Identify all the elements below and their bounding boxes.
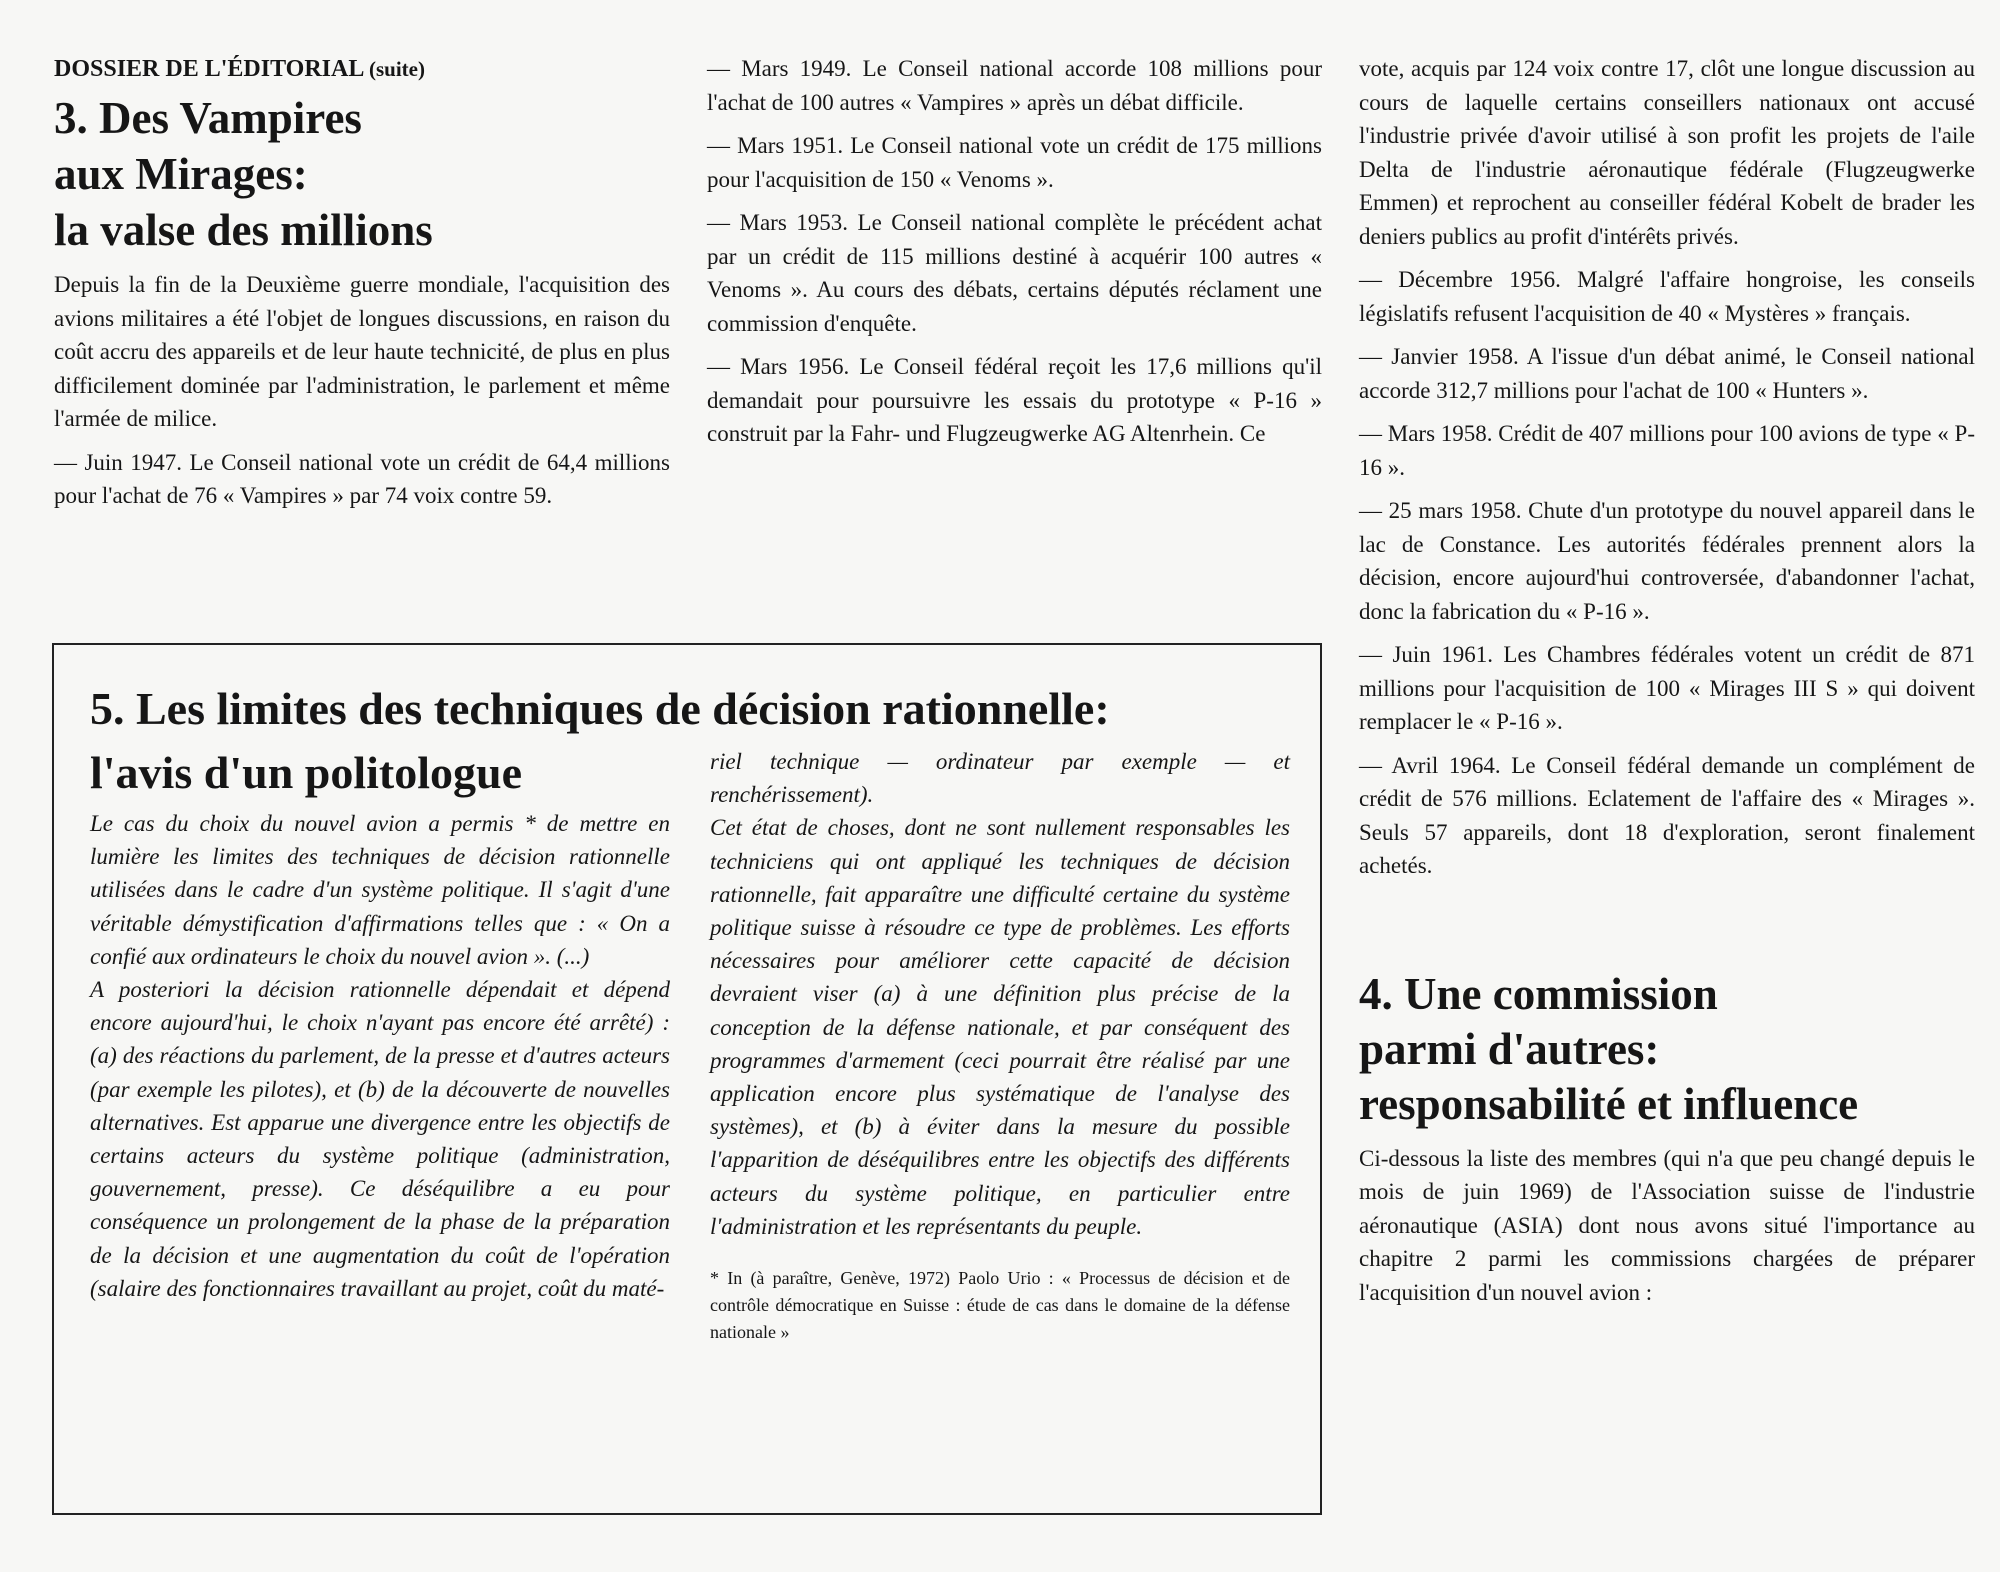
paragraph: — Mars 1956. Le Conseil fédéral reçoit les 17,6 millions qu'il demandait pour poursuivre les essais du prototype « P-16 » construit par la Fahr- und Flugzeugwerke AG Altenrhein. Ce <box>707 354 1322 446</box>
kicker-suite: (suite) <box>369 57 425 81</box>
box-column-left <box>90 807 670 1305</box>
paragraph: — 25 mars 1958. Chute d'un prototype du nouvel appareil dans le lac de Constance. Les autorités fédérales prennent alors la décision, encore aujourd'hui controversée, d'abandonner l'achat, donc la fabrication du « P-16 ». <box>1359 498 1975 624</box>
paragraph: — Décembre 1956. Malgré l'affaire hongroise, les conseils législatifs refusent l'acquisition de 40 « Mystères » français. <box>1359 267 1975 326</box>
paragraph: — Janvier 1958. A l'issue d'un débat animé, le Conseil national accorde 312,7 millions pour l'achat de 100 « Hunters ». <box>1359 344 1975 403</box>
heading-4-line-2: parmi d'autres: <box>1359 1023 1660 1074</box>
footnote: * In (à paraître, Genève, 1972) Paolo Urio : « Processus de décision et de contrôle démocratique en Suisse : étude de cas dans le domaine de la défense nationale » <box>710 1268 1290 1343</box>
box-column-right <box>710 745 1290 1346</box>
heading-4-line-3: responsabilité et influence <box>1359 1078 1859 1129</box>
paragraph: riel technique — ordinateur par exemple — et renchérissement). <box>710 749 1290 808</box>
paragraph: — Mars 1958. Crédit de 407 millions pour 100 avions de type « P-16 ». <box>1359 421 1975 480</box>
heading-3-line-2: aux Mirages: <box>54 149 308 199</box>
paragraph: Ci-dessous la liste des membres (qui n'a que peu changé depuis le mois de juin 1969) de l'Association suisse de l'industrie aéronautique (ASIA) dont nous avons situé l'importance au chapitre 2 parmi les commissions chargées de préparer l'acquisition d'un nouvel avion : <box>1359 1145 1975 1305</box>
paragraph: — Mars 1951. Le Conseil national vote un crédit de 175 millions pour l'acquisition de 150 « Venoms ». <box>707 133 1322 192</box>
section-kicker <box>54 52 670 86</box>
column-3 <box>1359 52 1975 1319</box>
heading-section-3 <box>54 90 670 258</box>
kicker-text: DOSSIER DE L'ÉDITORIAL <box>54 56 363 82</box>
paragraph: — Avril 1964. Le Conseil fédéral demande un complément de crédit de 576 millions. Eclatement de l'affaire des « Mirages ». Seuls 57 appareils, dont 18 d'exploration, seront finalement achetés. <box>1359 752 1975 878</box>
paragraph: — Juin 1961. Les Chambres fédérales votent un crédit de 871 millions pour l'acquisition de 100 « Mirages III S » qui doivent remplacer le « P-16 ». <box>1359 642 1975 734</box>
heading-section-5: 5. Les limites des techniques de décision rationnelle: <box>90 683 1110 734</box>
paragraph: A posteriori la décision rationnelle dépendait et dépend encore aujourd'hui, le choix n'ayant pas encore été arrêté) : (a) des réactions du parlement, de la presse et d'autres acteurs (par exemple les pilotes), et (b) de la découverte de nouvelles alternatives. Est apparue une divergence entre les objectifs de certains acteurs du système politique (administration, gouvernement, presse). Ce déséquilibre a eu pour conséquence un prolongement de la phase de la préparation de la décision et une augmentation du coût de l'opération (salaire des fonctionnaires travaillant au projet, coût du maté- <box>90 977 670 1301</box>
paragraph: Le cas du choix du nouvel avion a permis * de mettre en lumière les limites des techniques de décision rationnelle utilisées dans le cadre d'un système politique. Il s'agit d'une véritable démystification d'affirmations telles que : « On a confié aux ordinateurs le choix du nouvel avion ». (...) <box>90 811 670 969</box>
column-1 <box>54 52 670 523</box>
paragraph: — Mars 1949. Le Conseil national accorde 108 millions pour l'achat de 100 autres « Vampires » après un débat difficile. <box>707 56 1322 115</box>
paragraph: Depuis la fin de la Deuxième guerre mondiale, l'acquisition des avions militaires a été l'objet de longues discussions, en raison du coût accru des appareils et de leur haute technicité, de plus en plus difficilement dominée par l'administration, le parlement et même l'armée de milice. <box>54 272 670 431</box>
boxed-section-5 <box>52 643 1322 1515</box>
heading-4-line-1: 4. Une commission <box>1359 968 1718 1019</box>
column-2 <box>707 52 1322 461</box>
heading-section-4 <box>1359 967 1975 1132</box>
paragraph: — Juin 1947. Le Conseil national vote un crédit de 64,4 millions pour l'achat de 76 « Vampires » par 74 voix contre 59. <box>54 449 670 508</box>
paragraph: Cet état de choses, dont ne sont nullement responsables les techniciens qui ont appliqué les techniques de décision rationnelle, fait apparaître une difficulté certaine du système politique suisse à résoudre ce type de problèmes. Les efforts nécessaires pour améliorer cette capacité de décision devraient viser (a) à une définition plus précise de la conception de la défense nationale, et par conséquent des programmes d'armement (ceci pourrait être réalisé par une application encore plus systématique de l'analyse des systèmes), et (b) à éviter dans la mesure du possible l'apparition de déséquilibres entre les objectifs des différents acteurs du système politique, en particulier entre l'administration et les représentants du peuple. <box>710 815 1290 1239</box>
heading-section-5-line-2: l'avis d'un politologue <box>90 747 523 798</box>
paragraph: — Mars 1953. Le Conseil national complète le précédent achat par un crédit de 115 millions destiné à acquérir 100 autres « Venoms ». Au cours des débats, certains députés réclament une commission d'enquête. <box>707 210 1322 336</box>
paragraph: vote, acquis par 124 voix contre 17, clôt une longue discussion au cours de laquelle certains conseillers nationaux ont accusé l'industrie privée d'avoir utilisé à son profit les projets de l'aile Delta de l'industrie aéronautique fédérale (Flugzeugwerke Emmen) et reprochent au conseiller fédéral Kobelt de brader les deniers publics au profit d'intérêts privés. <box>1359 56 1975 249</box>
heading-3-line-1: 3. Des Vampires <box>54 93 362 143</box>
heading-3-line-3: la valse des millions <box>54 205 433 255</box>
